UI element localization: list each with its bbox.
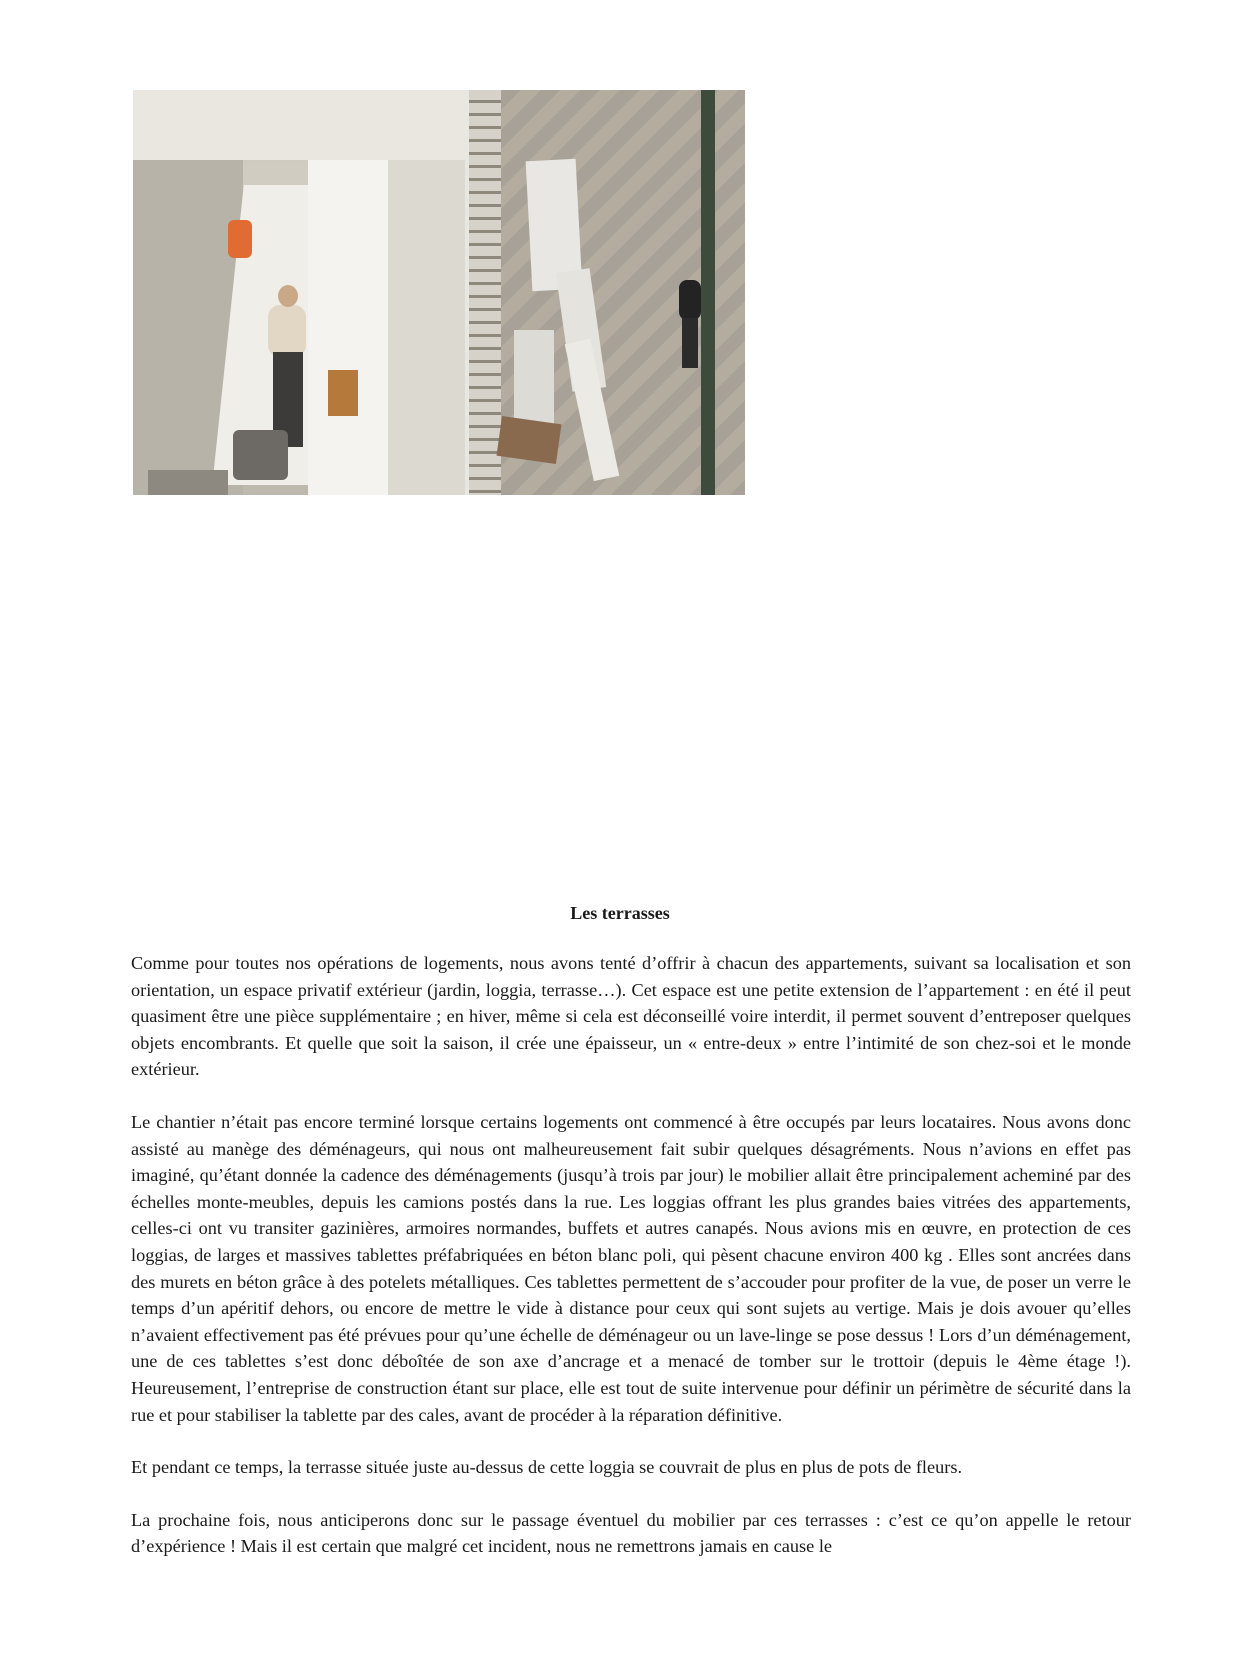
paragraph-construction: Le chantier n’était pas encore terminé lorsque certains logements ont commencé à être occupés par leurs locataires. Nous avons donc assisté au manège des déménageurs, qui nous ont malheureusement fait subir quelques désagréments. Nous n’avions en effet pas imaginé, qu’étant donnée la cadence des déménagements (jusqu’à trois par jour) le mobilier allait être principalement acheminé par des échelles monte-meubles, depuis les camions postés dans la rue. Les loggias offrant les plus grandes baies vitrées des appartements, celles-ci ont vu transiter gazinières, armoires normandes, buffets et autres canapés. Nous avions mis en œuvre, en protection de ces loggias, de larges et massives tablettes préfabriquées en béton blanc poli, qui pèsent chacune environ 400 kg . Elles sont ancrées dans des murets en béton grâce à des potelets métalliques. Ces tablettes permettent de s’accouder pour profiter de la vue, de poser un verre le temps d’un apéritif dehors, ou encore de mettre le vide à distance pour ceux qui sont sujets au vertige. Mais je dois avouer qu’elles n’avaient effectivement pas été prévues pour qu’une échelle de déménageur ou un lave-linge se pose dessus ! Lors d’un déménagement, une de ces tablettes s’est donc déboîtée de son axe d’ancrage et a menacé de tomber sur le trottoir (depuis le 4ème étage !). Heureusement, l’entreprise de construction étant sur place, elle est tout de suite intervenue pour définir un périmètre de sécurité dans la rue et pour stabiliser la tablette par des cales, avant de procéder à la réparation définitive.: [131, 1111, 1131, 1425]
photo-street-below: [469, 90, 745, 495]
photo-collage: [133, 90, 745, 495]
paragraph-next-time: La prochaine fois, nous anticiperons donc sur le passage éventuel du mobilier par ces terrasses : c’est ce qu’on appelle le retour d’expérience ! Mais il est certain que malgré cet incident, nous ne remettrons jamais en cause le: [131, 1509, 1131, 1557]
paragraph-flowers: Et pendant ce temps, la terrasse située juste au-dessus de cette loggia se couvrait de plus en plus de pots de fleurs.: [131, 1457, 963, 1478]
body-text: [131, 950, 1131, 1586]
photo-loggia-terrace: [133, 90, 465, 495]
paragraph-intro: Comme pour toutes nos opérations de logements, nous avons tenté d’offrir à chacun des appartements, suivant sa localisation et son orientation, un espace privatif extérieur (jardin, loggia, terrasse…). Cet espace est une petite extension de l’appartement : en été il peut quasiment être une pièce supplémentaire ; en hiver, même si cela est déconseillé voire interdit, il permet souvent d’entreposer quelques objets encombrants. Et quelle que soit la saison, il crée une épaisseur, un « entre-deux » entre l’intimité de son chez-soi et le monde extérieur.: [131, 953, 1131, 1080]
section-heading: Les terrasses: [570, 903, 670, 923]
